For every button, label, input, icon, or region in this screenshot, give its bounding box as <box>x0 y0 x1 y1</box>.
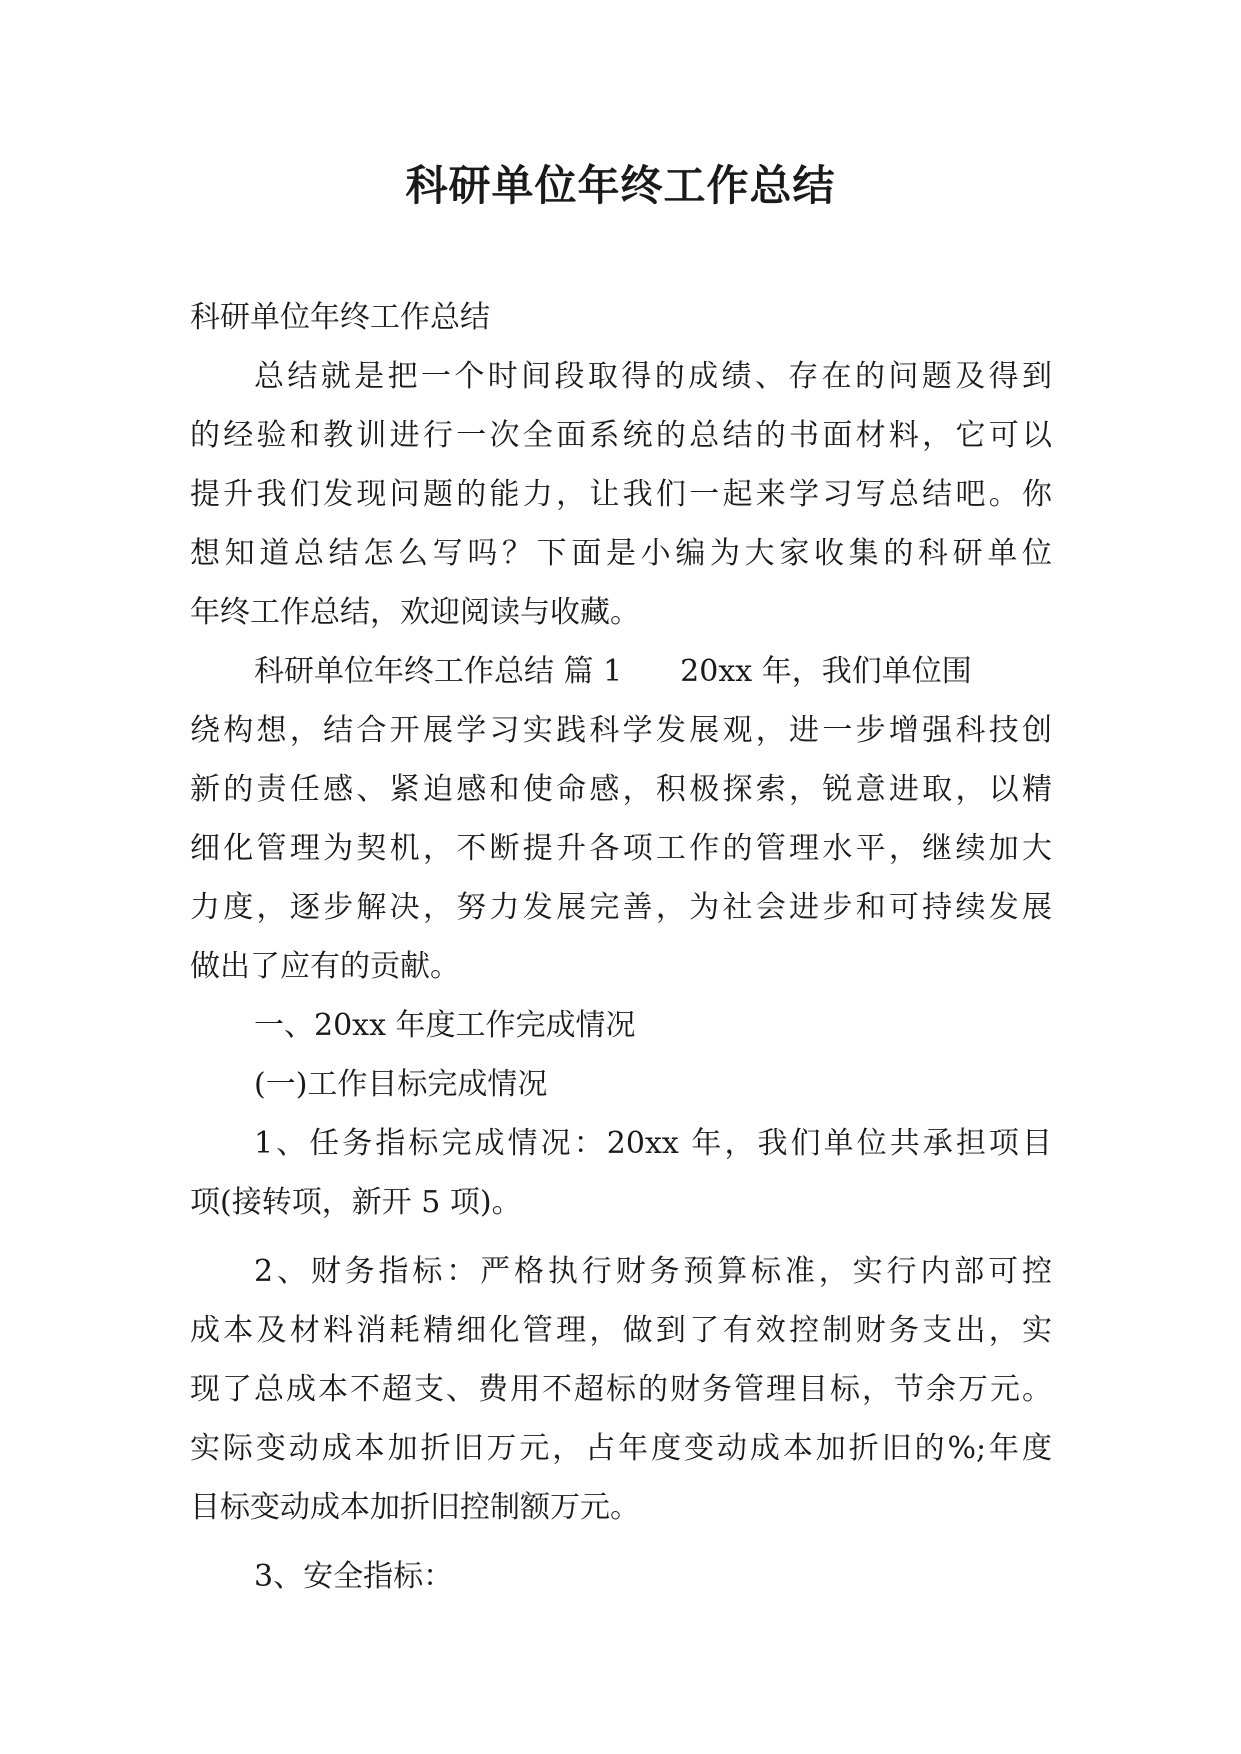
intro-line-1: 总结就是把一个时间段取得的成绩、存在的问题及得到 <box>254 359 1052 394</box>
para1-line-4: 细化管理为契机，不断提升各项工作的管理水平，继续加大 <box>190 831 1052 866</box>
item2-line-2: 成本及材料消耗精细化管理，做到了有效控制财务支出，实 <box>190 1313 1052 1348</box>
document-body <box>190 288 1052 1606</box>
document-title: 科研单位年终工作总结 <box>405 161 836 210</box>
subtitle-line: 科研单位年终工作总结 <box>190 300 490 335</box>
section-heading-label: 科研单位年终工作总结 篇 1 <box>254 654 623 689</box>
item2-line-4: 实际变动成本加折旧万元，占年度变动成本加折旧的%;年度 <box>190 1431 1052 1466</box>
intro-line-3: 提升我们发现问题的能力，让我们一起来学习写总结吧。你 <box>190 477 1052 512</box>
heading-year-work: 一、20xx 年度工作完成情况 <box>254 1008 636 1043</box>
para1-line-6: 做出了应有的贡献。 <box>190 949 460 984</box>
item2-line-1: 2、财务指标：严格执行财务预算标准，实行内部可控 <box>254 1254 1052 1289</box>
item1-line-1: 1、任务指标完成情况：20xx 年，我们单位共承担项目 <box>254 1126 1052 1161</box>
para1-line-5: 力度，逐步解决，努力发展完善，为社会进步和可持续发展 <box>190 890 1052 925</box>
item2-line-5: 目标变动成本加折旧控制额万元。 <box>190 1490 640 1525</box>
intro-line-2: 的经验和教训进行一次全面系统的总结的书面材料，它可以 <box>190 418 1052 453</box>
heading-goal-completion: (一)工作目标完成情况 <box>254 1067 548 1102</box>
section-heading-year: 20xx 年，我们单位围 <box>680 654 972 689</box>
section-heading-line <box>190 642 1052 701</box>
item2-line-3: 现了总成本不超支、费用不超标的财务管理目标，节余万元。 <box>190 1372 1052 1407</box>
item3-line-1: 3、安全指标： <box>254 1559 454 1594</box>
para1-line-3: 新的责任感、紧迫感和使命感，积极探索，锐意进取，以精 <box>190 772 1052 807</box>
para1-line-2: 绕构想，结合开展学习实践科学发展观，进一步增强科技创 <box>190 713 1052 748</box>
intro-line-5: 年终工作总结，欢迎阅读与收藏。 <box>190 595 640 630</box>
item1-line-2: 项(接转项，新开 5 项)。 <box>190 1185 522 1220</box>
intro-line-4: 想知道总结怎么写吗？下面是小编为大家收集的科研单位 <box>190 536 1052 571</box>
